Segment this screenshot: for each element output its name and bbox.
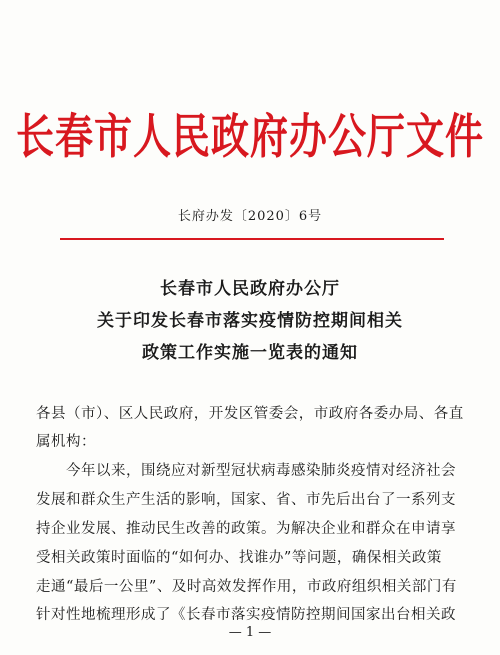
red-divider-line	[60, 238, 444, 240]
paragraph-line: 持企业发展、推动民生改善的政策。为解决企业和群众在申请享	[36, 521, 456, 537]
page-number: — 1 —	[228, 625, 272, 640]
notice-title-line: 关于印发长春市落实疫情防控期间相关	[97, 311, 403, 331]
paragraph-line: 走通“最后一公里”、及时高效发挥作用，市政府组织相关部门有	[36, 579, 457, 595]
addressee-line: 属机构：	[36, 434, 96, 450]
document-header-title: 长春市人民政府办公厅文件	[15, 109, 484, 165]
document-number: 长府办发〔2020〕6号	[177, 209, 323, 224]
addressee-line: 各县（市）、区人民政府，开发区管委会，市政府各委办局、各直	[36, 406, 464, 422]
paragraph-line: 今年以来，围绕应对新型冠状病毒感染肺炎疫情对经济社会	[66, 463, 456, 479]
notice-title-line: 政策工作实施一览表的通知	[142, 343, 358, 363]
paragraph-line: 针对性地梳理形成了《长春市落实疫情防控期间国家出台相关政	[36, 607, 456, 623]
paragraph-line: 受相关政策时面临的“如何办、找谁办”等问题，确保相关政策	[36, 550, 442, 566]
paragraph-line: 发展和群众生产生活的影响，国家、省、市先后出台了一系列支	[36, 492, 456, 508]
notice-title-line: 长春市人民政府办公厅	[160, 279, 340, 299]
